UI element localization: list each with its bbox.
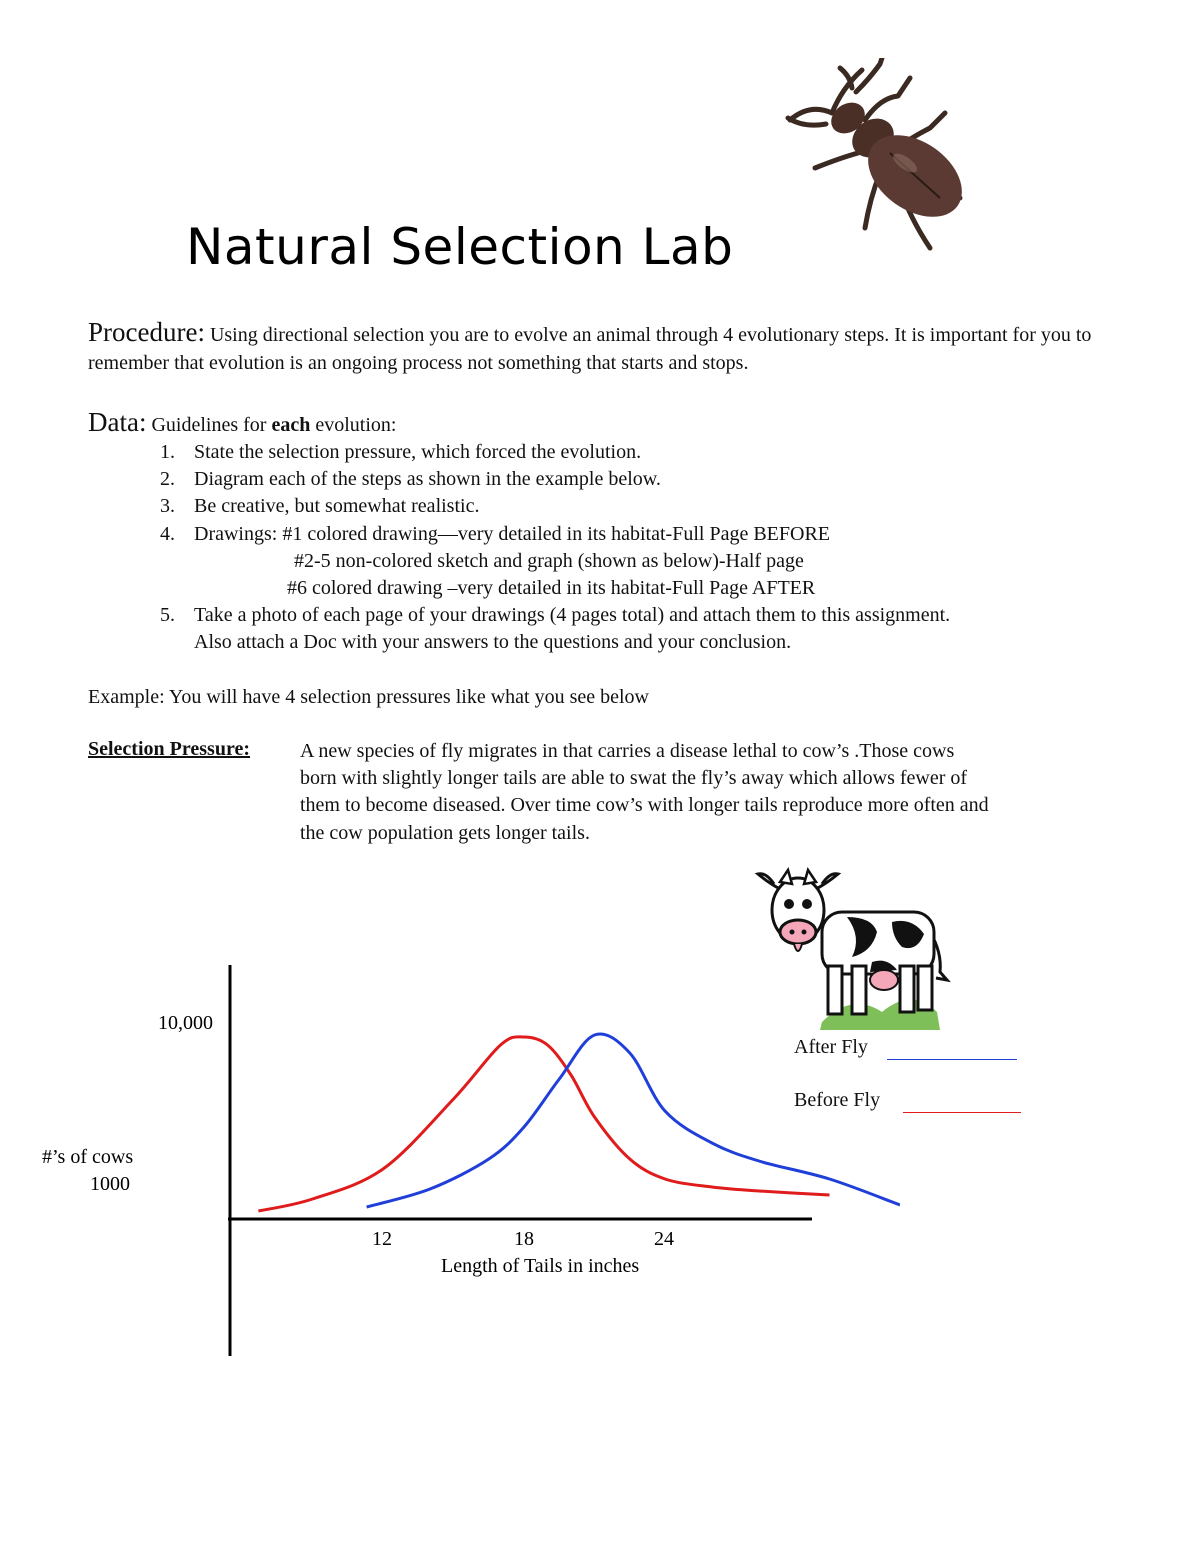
- legend-before-label: Before Fly: [794, 1089, 881, 1111]
- legend-after-label: After Fly: [794, 1036, 868, 1058]
- x-tick-label: 18: [514, 1228, 534, 1250]
- legend-before-line: [903, 1112, 1021, 1113]
- list-text: Take a photo of each page of your drawings (4 pages total) and attach them to this assignment.: [194, 604, 951, 627]
- legend-after-line: [887, 1059, 1017, 1060]
- data-heading: Data:: [88, 407, 147, 437]
- list-text-continued: #6 colored drawing –very detailed in its habitat-Full Page AFTER: [287, 577, 816, 600]
- series-line-after-fly: [367, 1034, 900, 1207]
- list-text-continued: Also attach a Doc with your answers to the questions and your conclusion.: [194, 631, 792, 654]
- list-number: 3.: [160, 495, 175, 518]
- procedure-heading: Procedure:: [88, 317, 205, 347]
- stag-beetle-icon: [770, 58, 990, 258]
- x-axis-label: Length of Tails in inches: [441, 1255, 640, 1277]
- list-number: 1.: [160, 441, 175, 463]
- data-intro-after: evolution:: [310, 414, 397, 436]
- list-item: [156, 466, 1116, 493]
- selection-pressure-line: the cow population gets longer tails.: [300, 821, 590, 844]
- list-item: [156, 602, 1116, 656]
- data-intro: [88, 408, 396, 439]
- page-title: Natural Selection Lab: [186, 218, 734, 276]
- x-tick-label: 24: [654, 1228, 674, 1250]
- series-line-before-fly: [258, 1037, 829, 1211]
- example-text: Example: You will have 4 selection pressures like what you see below: [88, 686, 649, 708]
- list-number: 2.: [160, 468, 175, 491]
- list-number: 4.: [160, 522, 175, 545]
- tail-length-chart: [0, 950, 900, 1370]
- y-tick-label: 10,000: [158, 1012, 213, 1034]
- list-number: 5.: [160, 604, 175, 627]
- list-item: [156, 493, 1116, 520]
- selection-pressure-text: [300, 738, 1130, 847]
- list-text: Diagram each of the steps as shown in the example below.: [194, 468, 661, 491]
- data-intro-bold: each: [271, 414, 311, 436]
- list-item: [156, 439, 1116, 466]
- procedure-text: Using directional selection you are to evolve an animal through 4 evolutionary steps. It is important for you to remember that evolution is an ongoing process not something that starts and stops.: [88, 324, 1092, 374]
- list-text: State the selection pressure, which forced the evolution.: [194, 441, 642, 463]
- list-text-continued: #2-5 non-colored sketch and graph (shown as below)-Half page: [294, 549, 804, 572]
- list-text: Be creative, but somewhat realistic.: [194, 495, 480, 518]
- selection-pressure-line: them to become diseased. Over time cow’s with longer tails reproduce more often and: [300, 794, 989, 817]
- selection-pressure-line: born with slightly longer tails are able to swat the fly’s away which allows fewer of: [300, 767, 968, 790]
- x-tick-label: 12: [372, 1228, 392, 1250]
- y-tick-label: 1000: [90, 1173, 130, 1195]
- guidelines-list: [156, 439, 1116, 657]
- y-axis-label: #’s of cows: [42, 1146, 134, 1168]
- selection-pressure-line: A new species of fly migrates in that carries a disease lethal to cow’s .Those cows: [300, 740, 955, 762]
- list-item: [156, 521, 1116, 603]
- data-intro-before: Guidelines for: [151, 414, 272, 436]
- procedure-paragraph: [88, 318, 1118, 377]
- selection-pressure-label: Selection Pressure:: [88, 738, 251, 760]
- list-text: Drawings: #1 colored drawing—very detailed in its habitat-Full Page BEFORE: [194, 522, 830, 545]
